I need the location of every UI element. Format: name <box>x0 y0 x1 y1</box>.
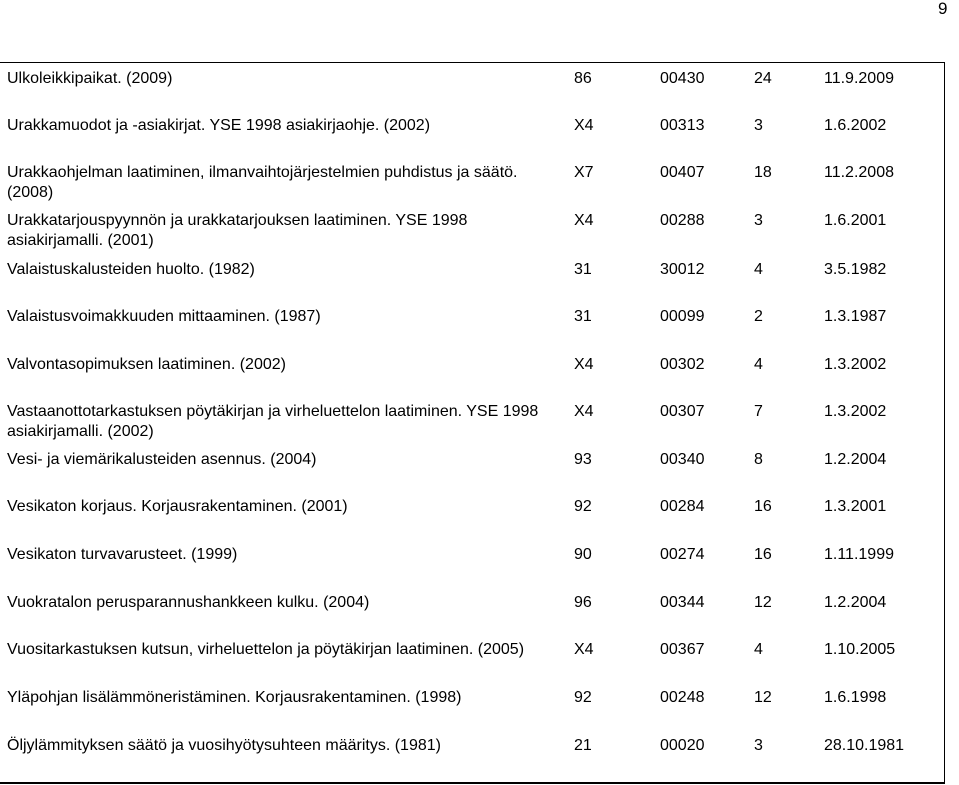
table-row-date: 1.6.2002 <box>824 117 887 134</box>
table-row-title: Vuositarkastuksen kutsun, virheluettelon ja pöytäkirjan laatiminen. (2005) <box>7 641 525 658</box>
table-row-title: Vesi- ja viemärikalusteiden asennus. (2004) <box>7 451 317 468</box>
table-row-count: 7 <box>754 403 763 420</box>
table-row-count: 12 <box>754 689 772 706</box>
table-row-title: Yläpohjan lisälämmöneristäminen. Korjausrakentaminen. (1998) <box>7 689 462 706</box>
table-row-count: 4 <box>754 261 763 278</box>
table-row-date: 1.2.2004 <box>824 451 887 468</box>
table-row-count: 24 <box>754 70 772 87</box>
table-row-code: X7 <box>574 164 594 181</box>
table-row-number: 00020 <box>660 737 705 754</box>
table-row-date: 1.11.1999 <box>824 546 894 563</box>
table-row-title: Vesikaton turvavarusteet. (1999) <box>7 546 238 563</box>
table-row-date: 3.5.1982 <box>824 261 887 278</box>
table-row-code: X4 <box>574 641 594 658</box>
table-row-date: 28.10.1981 <box>824 737 905 754</box>
table-row-code: 90 <box>574 546 592 563</box>
table-row-count: 3 <box>754 212 763 229</box>
table-row-code: 92 <box>574 689 592 706</box>
table-row-code: 96 <box>574 594 592 611</box>
table-row-count: 12 <box>754 594 772 611</box>
table-row-date: 1.3.2002 <box>824 356 887 373</box>
table-row-title: Valvontasopimuksen laatiminen. (2002) <box>7 356 286 373</box>
table-row-number: 00313 <box>660 117 705 134</box>
table-row-date: 11.2.2008 <box>824 164 894 181</box>
table-row-number: 00248 <box>660 689 705 706</box>
table-row-number: 00407 <box>660 164 705 181</box>
table-row-date: 11.9.2009 <box>824 70 894 87</box>
table-row-date: 1.3.1987 <box>824 308 887 325</box>
table-row-code: 21 <box>574 737 592 754</box>
table-row-code: X4 <box>574 212 594 229</box>
table-row-count: 3 <box>754 117 763 134</box>
table-row-date: 1.3.2001 <box>824 498 887 515</box>
table-row-code: 31 <box>574 261 592 278</box>
table-row-count: 4 <box>754 356 763 373</box>
table-row-number: 30012 <box>660 261 705 278</box>
table-row-title: Vastaanottotarkastuksen pöytäkirjan ja virheluettelon laatiminen. YSE 1998 asiakirjamalli. (2002) <box>7 403 539 440</box>
table-row-count: 18 <box>754 164 772 181</box>
table-row-title: Urakkaohjelman laatiminen, ilmanvaihtojärjestelmien puhdistus ja säätö. (2008) <box>7 164 518 201</box>
table-row-title: Valaistuskalusteiden huolto. (1982) <box>7 261 255 278</box>
page-number: 9 <box>938 0 948 18</box>
table-row-number: 00288 <box>660 212 705 229</box>
table-row-title: Urakkamuodot ja -asiakirjat. YSE 1998 asiakirjaohje. (2002) <box>7 117 431 134</box>
table-row-date: 1.2.2004 <box>824 594 887 611</box>
table-row-code: 31 <box>574 308 592 325</box>
table-row-code: 93 <box>574 451 592 468</box>
table-row-date: 1.3.2002 <box>824 403 887 420</box>
table-row-count: 4 <box>754 641 763 658</box>
table-row-code: X4 <box>574 403 594 420</box>
table-row-title: Valaistusvoimakkuuden mittaaminen. (1987) <box>7 308 321 325</box>
table-row-number: 00367 <box>660 641 705 658</box>
table-row-title: Öljylämmityksen säätö ja vuosihyötysuhteen määritys. (1981) <box>7 737 441 754</box>
table-row-title: Ulkoleikkipaikat. (2009) <box>7 70 173 87</box>
table-row-title: Vesikaton korjaus. Korjausrakentaminen. (2001) <box>7 498 348 515</box>
table-row-count: 16 <box>754 546 772 563</box>
table-row-code: X4 <box>574 356 594 373</box>
table-row-number: 00284 <box>660 498 705 515</box>
table-row-title: Urakkatarjouspyynnön ja urakkatarjouksen laatiminen. YSE 1998 asiakirjamalli. (2001) <box>7 212 468 249</box>
table-row-count: 16 <box>754 498 772 515</box>
table-row-title: Vuokratalon perusparannushankkeen kulku. (2004) <box>7 594 370 611</box>
table-row-count: 3 <box>754 737 763 754</box>
table-row-number: 00344 <box>660 594 705 611</box>
table-row-code: 86 <box>574 70 592 87</box>
document-table <box>0 62 945 784</box>
table-row-number: 00302 <box>660 356 705 373</box>
table-row-number: 00274 <box>660 546 705 563</box>
table-row-date: 1.6.2001 <box>824 212 887 229</box>
table-row-number: 00307 <box>660 403 705 420</box>
table-row-number: 00430 <box>660 70 705 87</box>
table-row-code: 92 <box>574 498 592 515</box>
table-row-date: 1.6.1998 <box>824 689 887 706</box>
table-row-count: 2 <box>754 308 763 325</box>
table-row-number: 00340 <box>660 451 705 468</box>
table-row-count: 8 <box>754 451 763 468</box>
table-row-number: 00099 <box>660 308 705 325</box>
table-row-date: 1.10.2005 <box>824 641 896 658</box>
table-row-code: X4 <box>574 117 594 134</box>
